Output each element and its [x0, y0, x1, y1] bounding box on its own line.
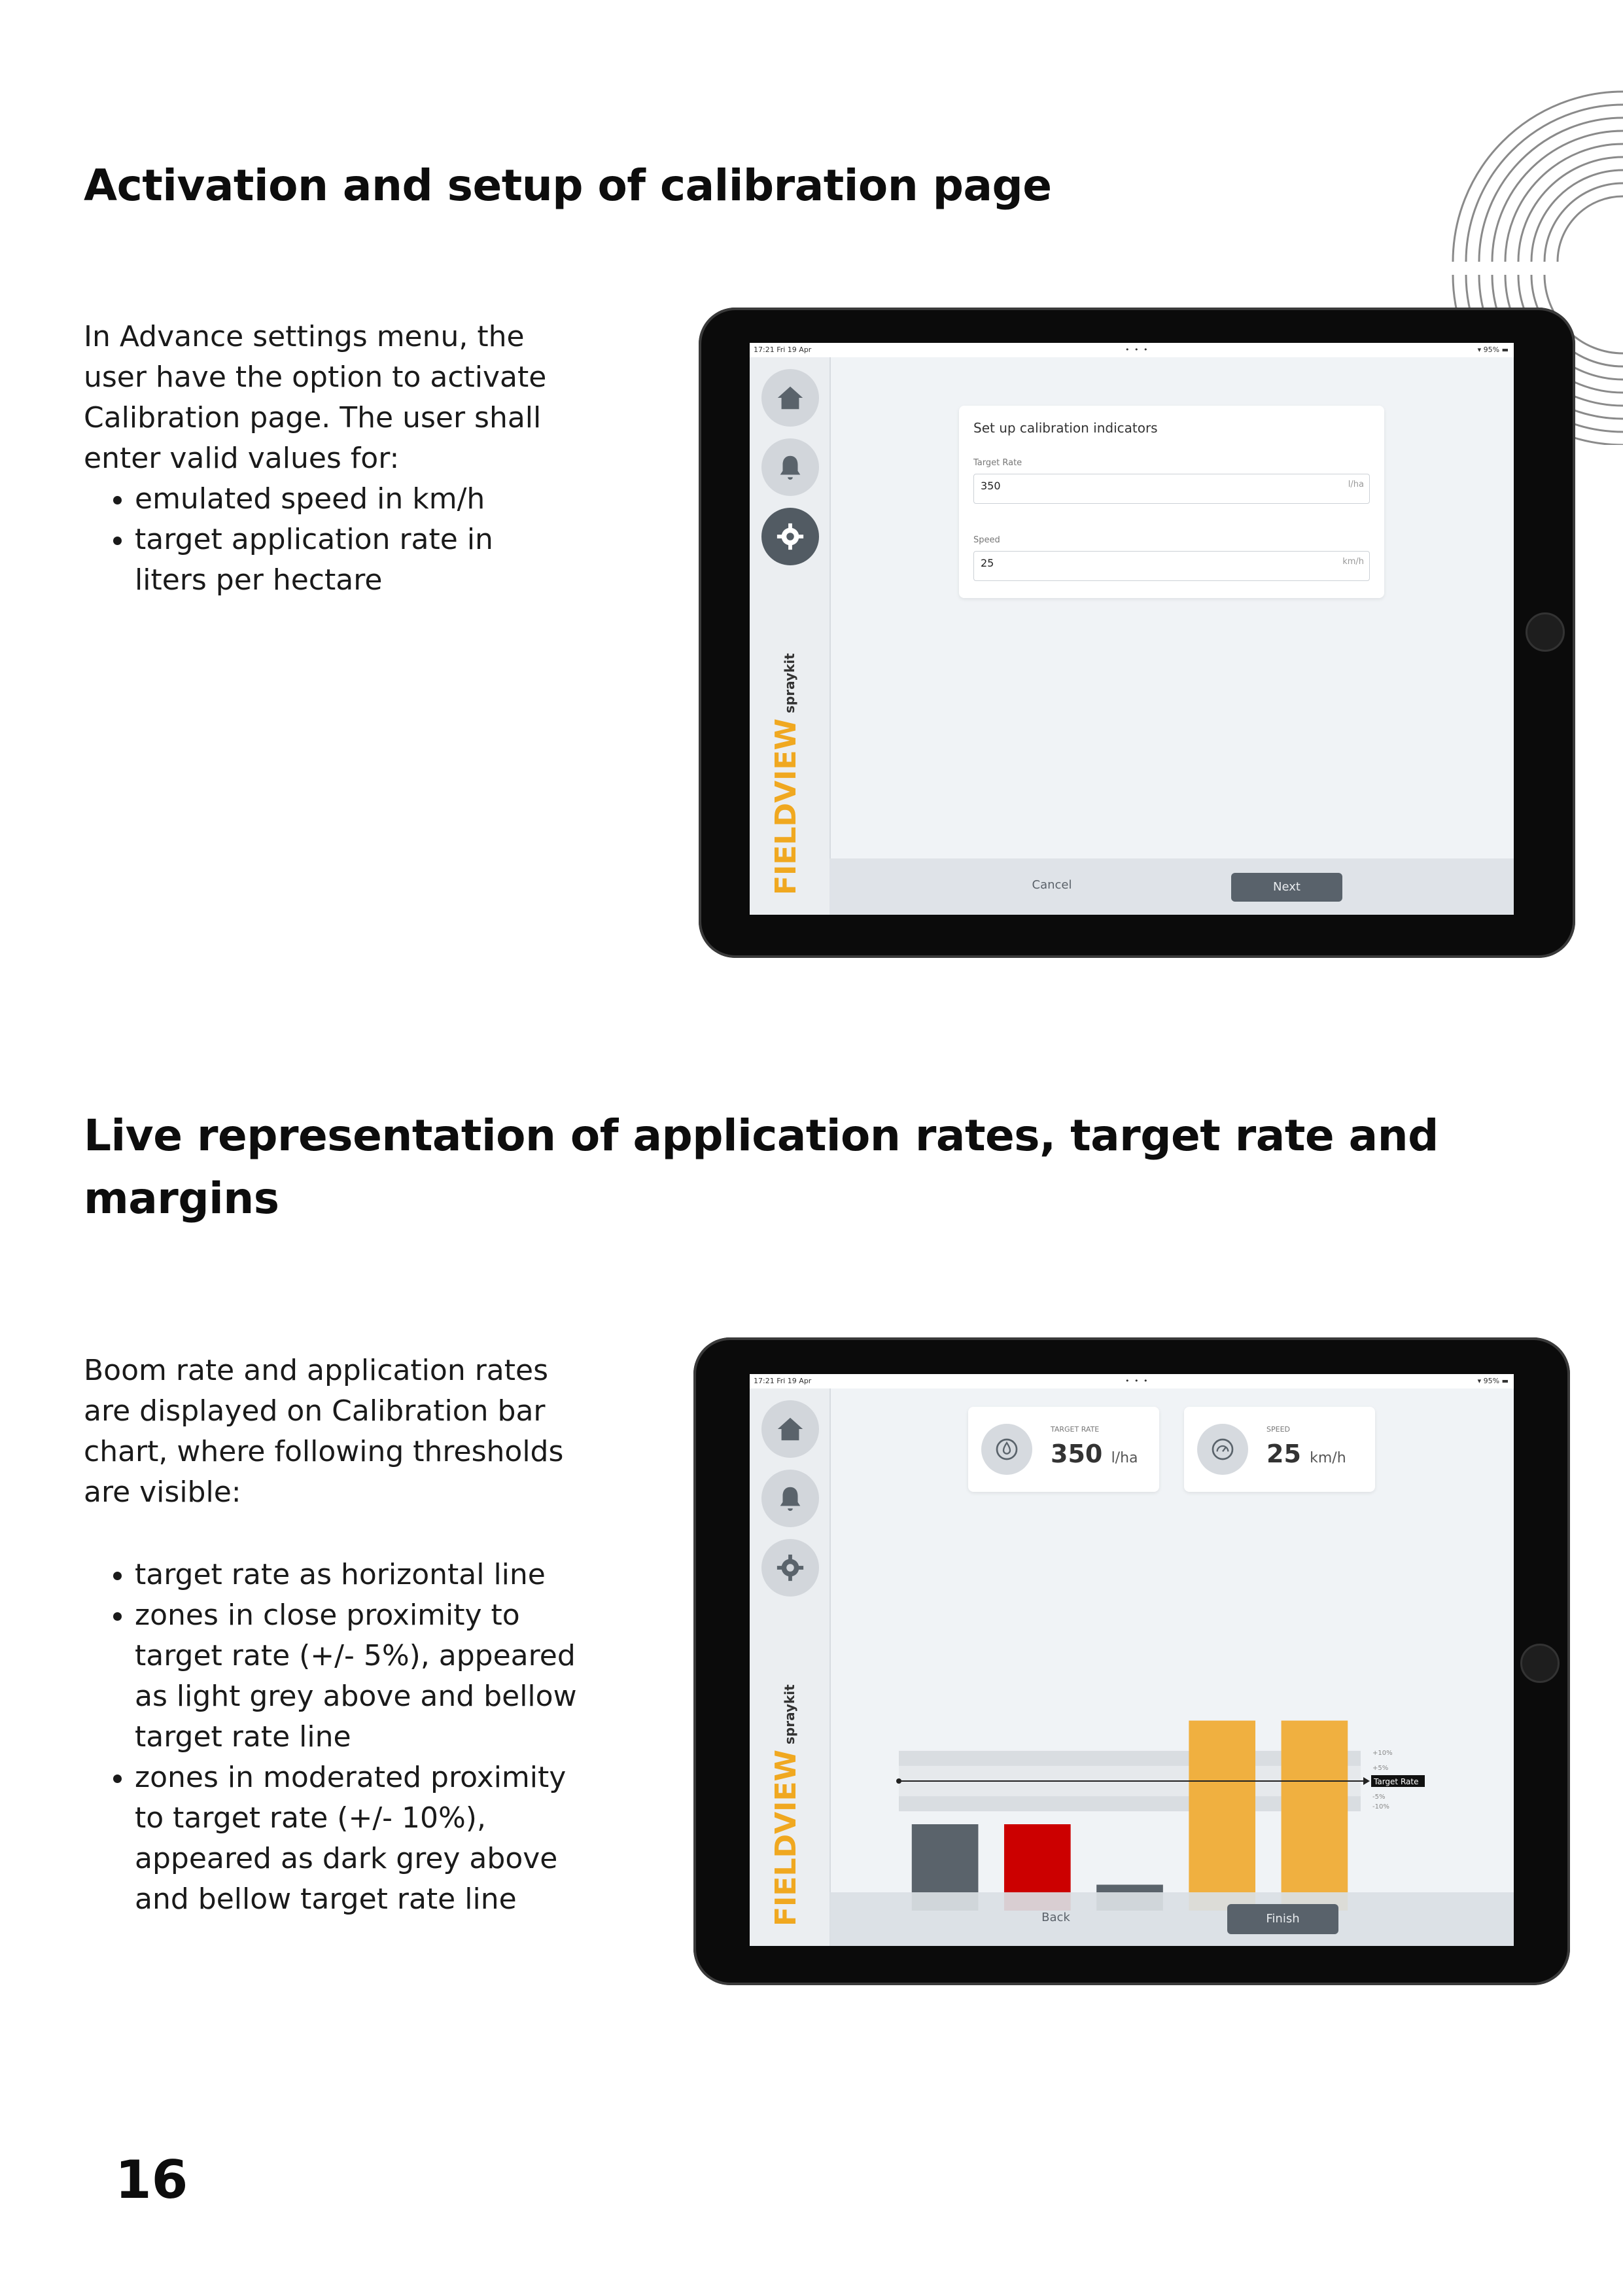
- bullet-line: target rate (+/- 5%), appeared: [135, 1639, 576, 1672]
- target-rate-metric-unit: l/ha: [1111, 1450, 1138, 1466]
- status-time: 17:21 Fri 19 Apr: [754, 1377, 812, 1385]
- bullet-item: [135, 1595, 577, 1757]
- page-number: 16: [115, 2149, 188, 2210]
- tablet-screen-setup: [750, 343, 1514, 915]
- bullet-item: [135, 520, 493, 601]
- fieldview-logo: [755, 627, 823, 902]
- nav-settings-button[interactable]: [761, 508, 819, 565]
- bullet-line: appeared as dark grey above: [135, 1842, 558, 1875]
- status-battery: ▾ 95% ▬: [1477, 345, 1509, 354]
- svg-text:FIELDVIEW: FIELDVIEW: [769, 1749, 803, 1926]
- section2-line: are displayed on Calibration bar: [84, 1394, 546, 1428]
- home-icon: [775, 1414, 805, 1444]
- target-rate-number: 350: [1051, 1439, 1103, 1468]
- bottom-action-bar: [829, 1892, 1514, 1946]
- speedometer-icon: [1197, 1424, 1248, 1475]
- bullet-item: [135, 1555, 577, 1595]
- target-rate-metric-value: [1051, 1439, 1138, 1468]
- target-rate-tag: Target Rate: [1374, 1777, 1419, 1786]
- nav-notifications-button[interactable]: [761, 1470, 819, 1527]
- svg-text:spraykit: spraykit: [782, 1684, 797, 1744]
- calibration-bar-chart: [829, 1636, 1514, 1911]
- back-button[interactable]: Back: [1041, 1911, 1070, 1924]
- section-title-live-representation: [84, 1104, 1439, 1230]
- tablet-home-button: [1520, 1644, 1560, 1683]
- section-title-calibration-setup: Activation and setup of calibration page: [84, 160, 1052, 211]
- section2-paragraph: [84, 1351, 563, 1513]
- bullet-item: [135, 1757, 577, 1920]
- status-bar: [750, 1374, 1514, 1388]
- target-line-start-dot: [896, 1778, 901, 1784]
- section1-line: In Advance settings menu, the: [84, 320, 525, 353]
- nav-home-button[interactable]: [761, 369, 819, 427]
- next-button[interactable]: Next: [1231, 873, 1342, 902]
- chart-bar: [1189, 1721, 1255, 1911]
- fieldview-logo: [755, 1658, 823, 1933]
- tablet-frame-chart: [693, 1337, 1570, 1985]
- sidebar: [750, 1388, 831, 1946]
- section1-line: enter valid values for:: [84, 442, 400, 475]
- target-line-arrow: [1363, 1777, 1370, 1785]
- section2-line: Boom rate and application rates: [84, 1354, 548, 1387]
- bullet-line: zones in close proximity to: [135, 1598, 520, 1632]
- svg-text:FIELDVIEW: FIELDVIEW: [769, 718, 803, 895]
- section2-title-line: margins: [84, 1173, 279, 1224]
- status-time: 17:21 Fri 19 Apr: [754, 345, 812, 354]
- speed-card: [1184, 1407, 1375, 1492]
- nav-settings-button[interactable]: [761, 1539, 819, 1597]
- bullet-line: emulated speed in km/h: [135, 482, 485, 516]
- section1-line: Calibration page. The user shall: [84, 401, 542, 434]
- speed-metric-label: SPEED: [1266, 1425, 1290, 1434]
- finish-button[interactable]: Finish: [1227, 1904, 1338, 1934]
- bell-icon: [775, 452, 805, 482]
- section1-paragraph: [84, 317, 546, 479]
- bullet-line: target rate as horizontal line: [135, 1558, 546, 1591]
- threshold-label: +10%: [1372, 1749, 1393, 1757]
- gear-icon: [775, 521, 805, 552]
- status-bar: [750, 343, 1514, 357]
- target-rate-input[interactable]: [973, 474, 1370, 504]
- section2-line: are visible:: [84, 1475, 241, 1509]
- section1-bullet-list: [84, 479, 493, 601]
- nav-notifications-button[interactable]: [761, 438, 819, 496]
- svg-text:spraykit: spraykit: [782, 653, 797, 713]
- section2-title-line: Live representation of application rates, target rate and: [84, 1110, 1439, 1161]
- card-title: Set up calibration indicators: [973, 420, 1158, 436]
- threshold-label: -10%: [1372, 1803, 1389, 1811]
- speed-value: 25: [981, 557, 994, 569]
- target-rate-metric-label: TARGET RATE: [1051, 1425, 1100, 1434]
- tablet-screen-chart: [750, 1374, 1514, 1946]
- status-dots: • • •: [1125, 1377, 1149, 1385]
- section1-line: user have the option to activate: [84, 361, 547, 394]
- bottom-action-bar: [829, 858, 1514, 915]
- nav-home-button[interactable]: [761, 1400, 819, 1458]
- target-rate-label: Target Rate: [973, 458, 1022, 468]
- droplet-gauge-icon: [981, 1424, 1032, 1475]
- threshold-label: +5%: [1372, 1764, 1389, 1772]
- speed-number: 25: [1266, 1439, 1301, 1468]
- tablet-home-button: [1526, 612, 1565, 652]
- status-dots: • • •: [1125, 345, 1149, 354]
- target-rate-unit: l/ha: [1348, 480, 1364, 489]
- gear-icon: [775, 1553, 805, 1583]
- chart-bar: [1282, 1721, 1348, 1911]
- tablet-frame-setup: [699, 308, 1575, 958]
- bullet-line: as light grey above and bellow: [135, 1680, 577, 1713]
- bullet-item: [135, 479, 493, 520]
- bullet-line: to target rate (+/- 10%),: [135, 1801, 486, 1835]
- bullet-line: zones in moderated proximity: [135, 1761, 567, 1794]
- speed-input[interactable]: [973, 551, 1370, 581]
- target-rate-card: [968, 1407, 1159, 1492]
- home-icon: [775, 383, 805, 413]
- section2-line: chart, where following thresholds: [84, 1435, 564, 1468]
- bullet-line: target application rate in: [135, 523, 493, 556]
- section2-bullet-list: [84, 1555, 577, 1920]
- speed-unit: km/h: [1342, 557, 1364, 567]
- bullet-line: and bellow target rate line: [135, 1882, 517, 1916]
- target-rate-value: 350: [981, 480, 1001, 492]
- calibration-setup-card: [959, 406, 1384, 598]
- speed-metric-value: [1266, 1439, 1346, 1468]
- speed-label: Speed: [973, 535, 1000, 545]
- bell-icon: [775, 1483, 805, 1513]
- cancel-button[interactable]: Cancel: [1032, 878, 1072, 892]
- status-battery: ▾ 95% ▬: [1477, 1377, 1509, 1385]
- bullet-line: target rate line: [135, 1720, 351, 1754]
- threshold-label: -5%: [1372, 1793, 1386, 1801]
- sidebar: [750, 357, 831, 915]
- bullet-line: liters per hectare: [135, 563, 383, 597]
- speed-metric-unit: km/h: [1310, 1450, 1346, 1466]
